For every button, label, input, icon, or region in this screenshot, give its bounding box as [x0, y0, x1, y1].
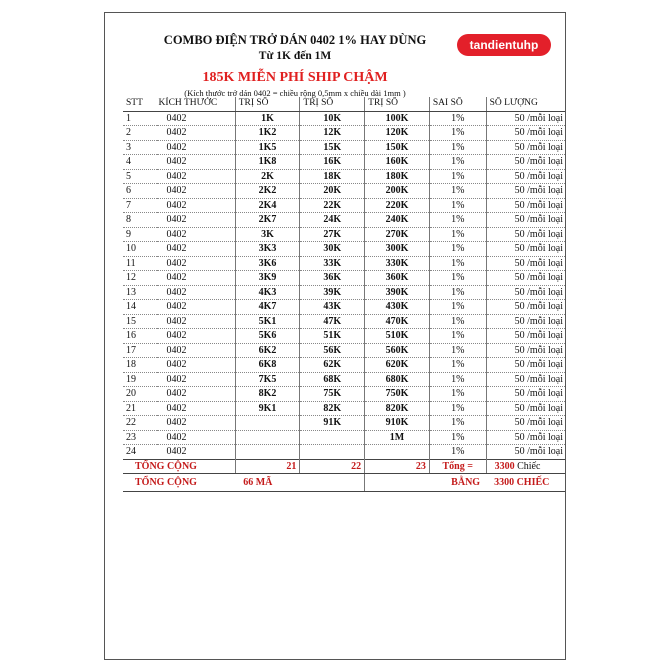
table-row	[123, 401, 565, 416]
cell-value-3: 560K	[365, 343, 430, 358]
cell-stt: 16	[123, 329, 157, 344]
cell-quantity: 50 /mỗi loại	[486, 227, 565, 242]
cell-value-3: 240K	[365, 213, 430, 228]
cell-tolerance: 1%	[429, 184, 486, 199]
cell-value-1: 7K5	[235, 372, 300, 387]
cell-value-1: 3K	[235, 227, 300, 242]
cell-value-1: 6K2	[235, 343, 300, 358]
cell-tolerance: 1%	[429, 387, 486, 402]
cell-value-2: 22K	[300, 198, 365, 213]
table-row	[123, 169, 565, 184]
col-stt: STT	[123, 97, 157, 111]
cell-value-1: 1K5	[235, 140, 300, 155]
cell-tolerance: 1%	[429, 256, 486, 271]
cell-value-3: 100K	[365, 111, 430, 126]
cell-value-1: 1K2	[235, 126, 300, 141]
cell-value-3: 220K	[365, 198, 430, 213]
cell-value-3: 820K	[365, 401, 430, 416]
cell-value-1: 3K3	[235, 242, 300, 257]
cell-quantity: 50 /mỗi loại	[486, 314, 565, 329]
cell-value-1	[235, 416, 300, 431]
cell-quantity: 50 /mỗi loại	[486, 401, 565, 416]
cell-value-3: 200K	[365, 184, 430, 199]
cell-size: 0402	[157, 343, 236, 358]
cell-tolerance: 1%	[429, 227, 486, 242]
cell-tolerance: 1%	[429, 111, 486, 126]
cell-tolerance: 1%	[429, 430, 486, 445]
cell-size: 0402	[157, 372, 236, 387]
cell-quantity: 50 /mỗi loại	[486, 445, 565, 460]
cell-stt: 3	[123, 140, 157, 155]
table-row	[123, 111, 565, 126]
cell-value-3: 150K	[365, 140, 430, 155]
grand-label: TỔNG CỘNG	[123, 474, 235, 492]
cell-value-3: 390K	[365, 285, 430, 300]
table-row	[123, 155, 565, 170]
cell-stt: 22	[123, 416, 157, 431]
cell-value-2	[300, 430, 365, 445]
cell-quantity: 50 /mỗi loại	[486, 343, 565, 358]
cell-quantity: 50 /mỗi loại	[486, 242, 565, 257]
cell-value-2: 16K	[300, 155, 365, 170]
cell-value-1: 6K8	[235, 358, 300, 373]
cell-stt: 11	[123, 256, 157, 271]
cell-size: 0402	[157, 445, 236, 460]
document-page	[104, 12, 566, 660]
cell-quantity: 50 /mỗi loại	[486, 300, 565, 315]
cell-size: 0402	[157, 198, 236, 213]
cell-size: 0402	[157, 329, 236, 344]
cell-value-2: 33K	[300, 256, 365, 271]
cell-size: 0402	[157, 126, 236, 141]
cell-quantity: 50 /mỗi loại	[486, 416, 565, 431]
cell-tolerance: 1%	[429, 343, 486, 358]
cell-value-3: 360K	[365, 271, 430, 286]
cell-tolerance: 1%	[429, 314, 486, 329]
cell-value-3: 180K	[365, 169, 430, 184]
cell-value-3: 160K	[365, 155, 430, 170]
cell-size: 0402	[157, 314, 236, 329]
table-row	[123, 358, 565, 373]
cell-value-1: 2K4	[235, 198, 300, 213]
table-row	[123, 300, 565, 315]
range-subtitle: Từ 1K đến 1M	[258, 50, 332, 62]
cell-value-1	[235, 430, 300, 445]
table-row	[123, 227, 565, 242]
cell-value-1: 4K3	[235, 285, 300, 300]
cell-tolerance: 1%	[429, 213, 486, 228]
cell-size: 0402	[157, 256, 236, 271]
cell-value-2: 47K	[300, 314, 365, 329]
cell-stt: 15	[123, 314, 157, 329]
table-row	[123, 140, 565, 155]
table-row	[123, 242, 565, 257]
cell-size: 0402	[157, 285, 236, 300]
cell-size: 0402	[157, 213, 236, 228]
cell-value-1: 2K2	[235, 184, 300, 199]
cell-quantity: 50 /mỗi loại	[486, 387, 565, 402]
cell-value-2: 20K	[300, 184, 365, 199]
cell-size: 0402	[157, 227, 236, 242]
cell-value-2: 24K	[300, 213, 365, 228]
cell-size: 0402	[157, 358, 236, 373]
cell-tolerance: 1%	[429, 271, 486, 286]
cell-value-1: 9K1	[235, 401, 300, 416]
cell-stt: 10	[123, 242, 157, 257]
cell-tolerance: 1%	[429, 126, 486, 141]
cell-value-3: 330K	[365, 256, 430, 271]
cell-quantity: 50 /mỗi loại	[486, 285, 565, 300]
cell-value-3: 270K	[365, 227, 430, 242]
cell-value-2: 75K	[300, 387, 365, 402]
table-row	[123, 314, 565, 329]
cell-stt: 4	[123, 155, 157, 170]
totals-count-3: 23	[365, 459, 430, 474]
cell-value-2: 39K	[300, 285, 365, 300]
grand-kinds: 66 MÃ	[235, 474, 364, 492]
cell-size: 0402	[157, 430, 236, 445]
cell-value-2: 82K	[300, 401, 365, 416]
cell-quantity: 50 /mỗi loại	[486, 430, 565, 445]
cell-size: 0402	[157, 401, 236, 416]
promo-text: 185K MIỄN PHÍ SHIP CHẬM	[202, 70, 388, 85]
resistor-table	[123, 97, 565, 492]
cell-value-2: 56K	[300, 343, 365, 358]
table-row	[123, 213, 565, 228]
cell-stt: 24	[123, 445, 157, 460]
cell-value-1: 1K	[235, 111, 300, 126]
table-row	[123, 285, 565, 300]
cell-quantity: 50 /mỗi loại	[486, 198, 565, 213]
cell-tolerance: 1%	[429, 358, 486, 373]
cell-quantity: 50 /mỗi loại	[486, 256, 565, 271]
totals-label: TỔNG CỘNG	[123, 459, 235, 474]
totals-row	[123, 459, 565, 474]
cell-tolerance: 1%	[429, 155, 486, 170]
grand-total-row	[123, 474, 565, 492]
cell-stt: 1	[123, 111, 157, 126]
cell-quantity: 50 /mỗi loại	[486, 126, 565, 141]
col-tolerance: SAI SỐ	[429, 97, 486, 111]
cell-value-2: 27K	[300, 227, 365, 242]
cell-size: 0402	[157, 140, 236, 155]
cell-tolerance: 1%	[429, 140, 486, 155]
cell-tolerance: 1%	[429, 372, 486, 387]
cell-value-2: 51K	[300, 329, 365, 344]
table-row	[123, 430, 565, 445]
cell-value-1: 5K6	[235, 329, 300, 344]
cell-value-3	[365, 445, 430, 460]
cell-value-2: 43K	[300, 300, 365, 315]
cell-tolerance: 1%	[429, 285, 486, 300]
col-quantity: SỐ LƯỢNG	[486, 97, 565, 111]
cell-value-3: 680K	[365, 372, 430, 387]
table-row	[123, 271, 565, 286]
cell-value-3: 120K	[365, 126, 430, 141]
brand-logo: tandientuhp	[457, 34, 551, 56]
cell-value-2: 68K	[300, 372, 365, 387]
totals-sum	[486, 459, 565, 474]
cell-size: 0402	[157, 271, 236, 286]
col-value-3: TRỊ SỐ	[365, 97, 430, 111]
cell-value-1: 3K6	[235, 256, 300, 271]
table-header-row	[123, 97, 565, 111]
cell-tolerance: 1%	[429, 416, 486, 431]
table-row	[123, 372, 565, 387]
cell-size: 0402	[157, 155, 236, 170]
cell-tolerance: 1%	[429, 242, 486, 257]
table-row	[123, 126, 565, 141]
document-title: COMBO ĐIỆN TRỞ DÁN 0402 1% HAY DÙNG	[163, 33, 427, 47]
cell-value-1: 4K7	[235, 300, 300, 315]
col-size: KÍCH THƯỚC	[157, 97, 236, 111]
totals-sum-label: Tổng =	[429, 459, 486, 474]
cell-size: 0402	[157, 184, 236, 199]
col-value-1: TRỊ SỐ	[235, 97, 300, 111]
cell-stt: 17	[123, 343, 157, 358]
cell-value-1: 5K1	[235, 314, 300, 329]
cell-value-1: 2K7	[235, 213, 300, 228]
grand-spacer	[365, 474, 430, 492]
cell-tolerance: 1%	[429, 169, 486, 184]
cell-value-2: 91K	[300, 416, 365, 431]
cell-value-2: 12K	[300, 126, 365, 141]
cell-stt: 20	[123, 387, 157, 402]
cell-quantity: 50 /mỗi loại	[486, 155, 565, 170]
cell-value-2: 10K	[300, 111, 365, 126]
cell-size: 0402	[157, 416, 236, 431]
cell-quantity: 50 /mỗi loại	[486, 271, 565, 286]
cell-value-3: 620K	[365, 358, 430, 373]
cell-value-3: 430K	[365, 300, 430, 315]
col-value-2: TRỊ SỐ	[300, 97, 365, 111]
table-row	[123, 256, 565, 271]
table-row	[123, 343, 565, 358]
cell-value-2: 18K	[300, 169, 365, 184]
cell-value-1: 1K8	[235, 155, 300, 170]
cell-value-2: 15K	[300, 140, 365, 155]
cell-tolerance: 1%	[429, 401, 486, 416]
totals-count-1: 21	[235, 459, 300, 474]
totals-sum-value: 3300	[494, 460, 515, 472]
cell-quantity: 50 /mỗi loại	[486, 213, 565, 228]
cell-quantity: 50 /mỗi loại	[486, 169, 565, 184]
table-row	[123, 329, 565, 344]
table-row	[123, 445, 565, 460]
cell-value-2: 36K	[300, 271, 365, 286]
table-row	[123, 416, 565, 431]
cell-stt: 2	[123, 126, 157, 141]
cell-value-3: 470K	[365, 314, 430, 329]
grand-pieces: 3300 CHIẾC	[486, 474, 565, 492]
cell-quantity: 50 /mỗi loại	[486, 329, 565, 344]
totals-sum-unit: Chiếc	[517, 460, 541, 472]
cell-stt: 23	[123, 430, 157, 445]
table-row	[123, 198, 565, 213]
cell-quantity: 50 /mỗi loại	[486, 140, 565, 155]
cell-value-2: 30K	[300, 242, 365, 257]
table-body	[123, 111, 565, 459]
cell-stt: 5	[123, 169, 157, 184]
cell-quantity: 50 /mỗi loại	[486, 184, 565, 199]
cell-size: 0402	[157, 242, 236, 257]
cell-size: 0402	[157, 300, 236, 315]
cell-stt: 19	[123, 372, 157, 387]
size-note: (Kích thước trở dán 0402 = chiều rộng 0,5mm x chiều dài 1mm )	[184, 88, 406, 98]
grand-equals: BẰNG	[429, 474, 486, 492]
cell-quantity: 50 /mỗi loại	[486, 358, 565, 373]
cell-tolerance: 1%	[429, 198, 486, 213]
cell-value-3: 750K	[365, 387, 430, 402]
cell-stt: 13	[123, 285, 157, 300]
cell-tolerance: 1%	[429, 329, 486, 344]
cell-size: 0402	[157, 387, 236, 402]
cell-quantity: 50 /mỗi loại	[486, 372, 565, 387]
cell-value-1: 8K2	[235, 387, 300, 402]
cell-size: 0402	[157, 169, 236, 184]
cell-value-1: 2K	[235, 169, 300, 184]
cell-stt: 21	[123, 401, 157, 416]
cell-value-2: 62K	[300, 358, 365, 373]
cell-stt: 9	[123, 227, 157, 242]
cell-value-3: 1M	[365, 430, 430, 445]
cell-value-1: 3K9	[235, 271, 300, 286]
cell-stt: 7	[123, 198, 157, 213]
cell-value-3: 510K	[365, 329, 430, 344]
cell-value-1	[235, 445, 300, 460]
cell-stt: 12	[123, 271, 157, 286]
cell-tolerance: 1%	[429, 445, 486, 460]
totals-count-2: 22	[300, 459, 365, 474]
cell-stt: 8	[123, 213, 157, 228]
table-row	[123, 387, 565, 402]
cell-tolerance: 1%	[429, 300, 486, 315]
cell-size: 0402	[157, 111, 236, 126]
cell-quantity: 50 /mỗi loại	[486, 111, 565, 126]
cell-value-3: 300K	[365, 242, 430, 257]
cell-value-3: 910K	[365, 416, 430, 431]
cell-stt: 14	[123, 300, 157, 315]
table-row	[123, 184, 565, 199]
cell-stt: 18	[123, 358, 157, 373]
cell-stt: 6	[123, 184, 157, 199]
cell-value-2	[300, 445, 365, 460]
